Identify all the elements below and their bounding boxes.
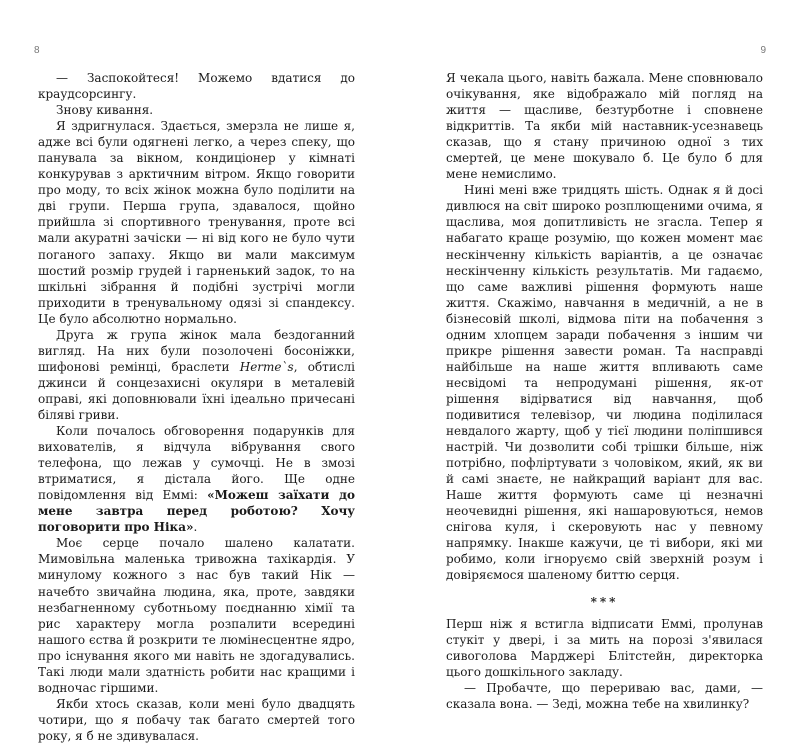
paragraph: Нині мені вже тридцять шість. Однак я й досі дивлюся на світ широко розплющеними очима, я щаслива, моя допитливість не згасла. Тепер я набагато краще розумію, що кожен момент має нескінченну кількість варіантів, а це означає нескінченну кількість результатів. Ми гадаємо, що саме важливі рішення формують наше життя. Скажімо, навчання в медичній, а не в бізнесовій школі, відмова піти на побачення з одним хлопцем заради побачення з іншим чи прикре рішення завести роман. Та насправді найбільше на наше життя впливають саме несвідомі та непродумані рішення, як-от рішення відірватися від навчання, щоб подивитися телевізор, чи людина поділилася невдалого жарту, щоб у тієї людини поліпшився настрій. Чи дозволити собі трішки більше, ніж потрібно, пофліртувати з чоловіком, який, як ви й самі знаєте, не найкращий варіант для вас. Наше життя формують саме ці незначні неочевидні рішення, які нашаровуються, немов снігова куля, і скеровують нас у певному напрямку. Інакше кажучи, це ті вибори, які ми робимо, коли ігноруємо свій зверхній розум і довіряємося шаленому биттю серця. <box>446 183 763 583</box>
left-page <box>0 0 400 743</box>
right-page-number: 9 <box>760 45 766 56</box>
paragraph-text: Друга ж група жінок мала бездоганний вигляд. На них були позолочені босоніжки, шифонові ремінці, браслети <box>38 327 355 374</box>
paragraph-text: Коли почалось обговорення подарунків для вихователів, я відчула вібрування свого телефона, що лежав у сумочці. Не в змозі втриматися, я дістала його. Ще одне повідомлення від Еммі: <box>38 424 355 503</box>
paragraph: Знову кивання. <box>56 103 154 118</box>
brand-name: Herme`s <box>239 359 294 374</box>
paragraph: — Пробачте, що перериваю вас, дами, — сказала вона. — Зеді, можна тебе на хвилинку? <box>446 680 763 711</box>
paragraph: Моє серце почало шалено калатати. Мимовільна маленька тривожна тахікардія. У минулому кожного з нас був такий Нік — начебто звичайна людина, яка, проте, завдяки незбагненному суботньому поєднанню хімії та рис характеру могла розпалити всередині нашого єства й розкрити те люмінесцентне ядро, про існування якого ми навіть не здогадувались. Такі люди мали здатність робити нас кращими і водночас гіршими. <box>38 536 355 695</box>
left-page-text <box>38 70 355 744</box>
text-message: «Можеш заїхати до мене завтра перед роботою? Хочу поговорити про Ніка» <box>38 488 355 535</box>
right-page-text <box>446 70 763 712</box>
paragraph: — Заспокойтеся! Можемо вдатися до краудсорсингу. <box>38 71 355 102</box>
paragraph-text: , обтислі джинси й сонцезахисні окуляри в металевій оправі, які доповнювали їхні ідеально причесані біляві гриви. <box>38 359 355 422</box>
paragraph: Я чекала цього, навіть бажала. Мене сповнювало очікування, яке відображало мій погляд на життя — щасливе, безтурботне і сповнене відкриттів. Та якби мій наставник-усезнавець сказав, що я стану причиною одної з тих смертей, це мене шокувало б. Це було б для мене немислимо. <box>446 71 763 182</box>
paragraph: Якби хтось сказав, коли мені було двадцять чотири, що я побачу так багато смертей того року, я б не здивувалася. <box>38 696 355 743</box>
paragraph-text: . <box>193 520 198 535</box>
paragraph <box>38 423 355 535</box>
left-page-number: 8 <box>34 45 40 56</box>
section-break: *** <box>590 594 619 609</box>
paragraph <box>38 327 355 423</box>
paragraph: Я здригнулася. Здається, змерзла не лише я, адже всі були одягнені легко, а через спеку, що панувала за вікном, кондиціонер у кімнаті конкурував з арктичним вітром. Якщо говорити про моду, то всіх жінок можна було поділити на дві групи. Перша група, здавалося, щойно прийшла зі спортивного тренування, проте всі мали акуратні зачіски — ні від кого не було чути поганого запаху. Якщо ви мали максимум шостий розмір грудей і гарненький задок, то на шкільні зібрання й подібні зустрічі могли приходити в тренувальному одязі зі спандексу. Це було абсолютно нормально. <box>38 119 355 326</box>
right-page <box>400 0 800 711</box>
paragraph: Перш ніж я встигла відписати Еммі, пролунав стукіт у двері, і за мить на порозі з'явилася сивоголова Марджері Блітстейн, директорка цього дошкільного закладу. <box>446 616 763 679</box>
